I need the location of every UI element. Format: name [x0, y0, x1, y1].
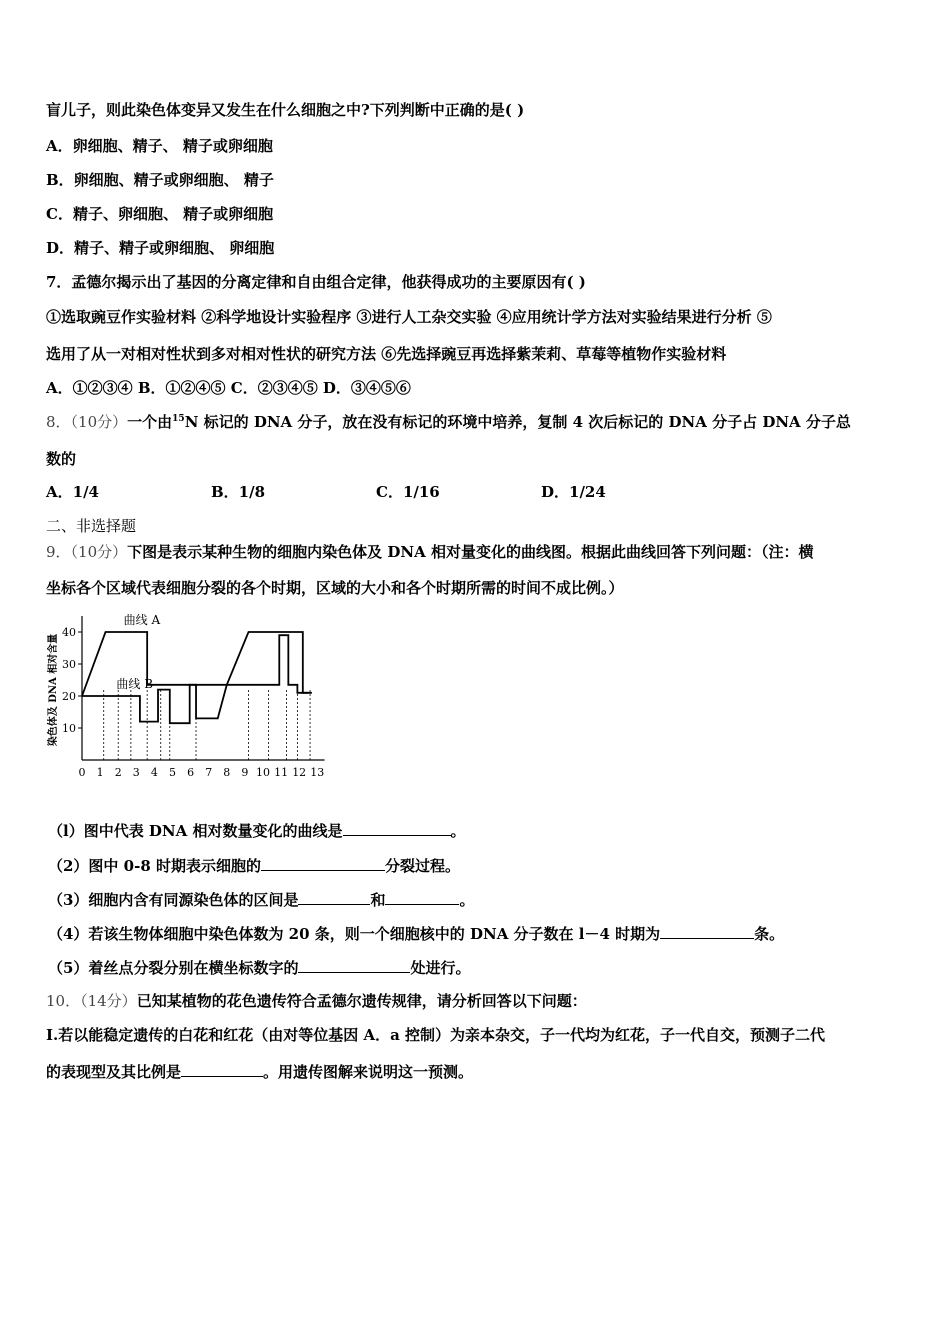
q9-sub-1-blank[interactable]: [343, 820, 451, 836]
q9-sub-3-blank-1[interactable]: [298, 889, 370, 905]
curve-a-line: [82, 632, 312, 718]
q9-sub-3: [48, 889, 474, 910]
q9-sub-4: [48, 923, 784, 944]
q9-sub-4-text: （4）若该生物体细胞中染色体数为 20 条，则一个细胞核中的 DNA 分子数在 l－4 时期为: [48, 925, 661, 943]
q9-sub-3-blank-2[interactable]: [385, 889, 459, 905]
curve-b-label: 曲线 B: [116, 677, 154, 691]
q9-sub-4-blank[interactable]: [660, 923, 754, 939]
q9-sub-3-text: （3）细胞内含有同源染色体的区间是: [48, 891, 299, 909]
section-heading-non-choice: 二、非选择题: [46, 517, 137, 535]
x-tick-label: 9: [241, 766, 249, 779]
x-tick-label: 0: [78, 766, 86, 779]
q10-blank[interactable]: [181, 1061, 263, 1077]
q8-text-b: N 标记的 DNA 分子，放在没有标记的环境中培养，复制 4 次后标记的 DNA 分子占 DNA 分子总: [184, 413, 851, 431]
q6-option-d[interactable]: D．精子、精子或卵细胞、 卵细胞: [46, 239, 275, 257]
q9-sub-3-and: 和: [370, 891, 386, 909]
q9-sub-5-text: （5）着丝点分裂分别在横坐标数字的: [48, 959, 299, 977]
x-tick-label: 7: [205, 766, 213, 779]
q8-number: 8．（10分）: [46, 413, 128, 431]
chart-dashed-lines: [104, 690, 310, 760]
x-tick-label: 1: [96, 766, 104, 779]
q10-text-a: 已知某植物的花色遗传符合孟德尔遗传规律，请分析回答以下问题：: [136, 992, 587, 1010]
x-tick-label: 3: [132, 766, 140, 779]
q9-sub-2-blank[interactable]: [261, 855, 385, 871]
x-tick-label: 2: [114, 766, 122, 779]
q8-text-a: 一个由: [127, 413, 173, 431]
q10-part-1-end: 。用遗传图解来说明这一预测。: [263, 1063, 474, 1081]
q9-sub-3-end: 。: [459, 891, 475, 909]
x-tick-label: 8: [223, 766, 231, 779]
q6-option-a[interactable]: A．卵细胞、精子、 精子或卵细胞: [46, 137, 273, 155]
q9-sub-2: [48, 855, 460, 876]
x-tick-label: 13: [310, 766, 325, 779]
q8-stem: [46, 412, 851, 432]
x-tick-label: 6: [187, 766, 195, 779]
q8-option-c[interactable]: C．1/16: [376, 483, 440, 501]
y-axis-label: 染色体及 DNA 相对含量: [48, 633, 59, 747]
y-tick-label: 30: [62, 658, 76, 671]
y-tick-label: 40: [62, 626, 76, 639]
y-tick-label: 10: [62, 722, 76, 735]
q6-option-c[interactable]: C．精子、卵细胞、 精子或卵细胞: [46, 205, 274, 223]
q9-sub-5-end: 处进行。: [410, 959, 471, 977]
x-tick-label: 10: [256, 766, 270, 779]
q10-number: 10．（14分）: [46, 992, 137, 1010]
q9-stem-tail: 坐标各个区域代表细胞分裂的各个时期，区域的大小和各个时期所需的时间不成比例。）: [46, 579, 624, 597]
x-tick-label: 5: [169, 766, 176, 779]
q8-superscript: 15: [172, 414, 185, 424]
q8-option-d[interactable]: D．1/24: [541, 483, 606, 501]
q9-stem: [46, 542, 813, 562]
q10-part-1-text: 的表现型及其比例是: [46, 1063, 182, 1081]
curve-a-label: 曲线 A: [123, 613, 161, 627]
x-tick-label: 12: [292, 766, 307, 779]
y-tick-label: 20: [62, 690, 76, 703]
q8-options: [46, 482, 606, 502]
x-tick-label: 4: [150, 766, 158, 779]
q9-sub-5: [48, 957, 470, 978]
q9-sub-2-text: （2）图中 0-8 时期表示细胞的: [48, 857, 261, 875]
q9-sub-5-blank[interactable]: [298, 957, 410, 973]
q7-options[interactable]: A．①②③④ B．①②④⑤ C．②③④⑤ D．③④⑤⑥: [46, 379, 411, 397]
q6-option-b[interactable]: B．卵细胞、精子或卵细胞、 精子: [46, 171, 274, 189]
q8-stem-tail: 数的: [46, 450, 77, 468]
x-tick-label: 11: [274, 766, 289, 779]
q7-statement-2: 选用了从一对相对性状到多对相对性状的研究方法 ⑥先选择豌豆再选择紫茉莉、草莓等植物作实验材料: [46, 345, 727, 363]
q10-part-1: I.若以能稳定遗传的白花和红花（由对等位基因 A．a 控制）为亲本杂交，子一代均为红花，子一代自交，预测子二代: [46, 1026, 826, 1044]
q9-sub-1-text: （l）图中代表 DNA 相对数量变化的曲线是: [48, 822, 343, 840]
q10-part-1-cont: [46, 1061, 473, 1082]
q8-option-a[interactable]: A．1/4: [46, 483, 99, 501]
q6-stem-tail: 盲儿子，则此染色体变异又发生在什么细胞之中?下列判断中正确的是( ): [46, 101, 525, 119]
q9-sub-1: [48, 820, 466, 841]
chromosome-dna-chart: [44, 610, 364, 785]
q7-statement-1: ①选取豌豆作实验材料 ②科学地设计实验程序 ③进行人工杂交实验 ④应用统计学方法对实验结果进行分析 ⑤: [46, 308, 772, 326]
q9-sub-2-end: 分裂过程。: [384, 857, 460, 875]
q10-stem: [46, 991, 587, 1011]
q7-stem: 7．孟德尔揭示出了基因的分离定律和自由组合定律，他获得成功的主要原因有( ): [46, 273, 586, 291]
q9-sub-1-end: 。: [450, 822, 466, 840]
q9-text-a: 下图是表示某种生物的细胞内染色体及 DNA 相对量变化的曲线图。根据此曲线回答下列问题：（注：横: [127, 543, 814, 561]
q9-number: 9．（10分）: [46, 543, 128, 561]
q8-option-b[interactable]: B．1/8: [211, 483, 266, 501]
q9-sub-4-end: 条。: [754, 925, 785, 943]
